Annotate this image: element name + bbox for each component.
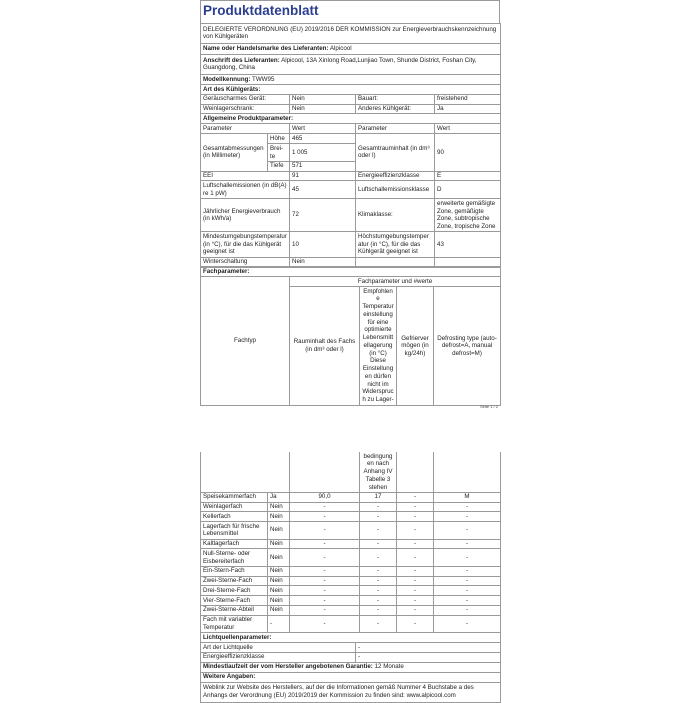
volume-label: Gesamtrauminhalt (in dm³ oder l) xyxy=(356,134,435,171)
compartment-row xyxy=(201,586,501,596)
type-label: Bauart: xyxy=(356,94,435,104)
temp-col-header: Empfohlene Temperatureinstellung für eine optimierte Lebensmittellagerung (in °C) Diese Einstellungen dürfen nicht im Widerspruch zu Lager- xyxy=(360,287,397,406)
compartment-defrost: - xyxy=(434,586,501,596)
compartment-name: Kellerfach xyxy=(201,512,268,522)
compartment-volume: - xyxy=(290,586,360,596)
compartment-volume: - xyxy=(290,502,360,512)
height-value: 465 xyxy=(290,134,356,144)
type-row xyxy=(201,94,501,104)
value-col-header: Wert xyxy=(290,124,356,134)
compartment-volume: - xyxy=(290,522,360,540)
compartment-present: Nein xyxy=(268,522,290,540)
datasheet-page-1 xyxy=(200,0,500,412)
winter-label: Winterschaltung xyxy=(201,257,290,267)
compartment-freeze: - xyxy=(397,492,434,502)
param-header-row xyxy=(201,124,501,134)
dimensions-table xyxy=(200,133,501,267)
page-gap xyxy=(0,412,700,452)
volume-col-header: Rauminhalt des Fachs (in dm³ oder l) xyxy=(290,287,360,406)
compartment-defrost: - xyxy=(434,615,501,633)
compartment-present: Nein xyxy=(268,576,290,586)
depth-label: Tiefe xyxy=(268,161,290,171)
more-text: Weblink zur Website des Herstellers, auf der die Informationen gemäß Nummer 4 Buchstabe a des Anhangs der Verordnung (EU) 2019/2019 der Kommission zu finden sind: xyxy=(203,684,474,700)
param-value: D xyxy=(435,181,501,199)
compartment-name: Zwei-Sterne-Fach xyxy=(201,576,268,586)
warranty-row xyxy=(201,662,501,672)
compartment-defrost: - xyxy=(434,539,501,549)
freeze-col-header: Gefriervermögen (in kg/24h) xyxy=(397,287,434,406)
compartment-freeze: - xyxy=(397,502,434,512)
compartment-row xyxy=(201,605,501,615)
light-value: - xyxy=(356,652,501,662)
compartment-temp: - xyxy=(360,522,397,540)
compartment-temp: - xyxy=(360,596,397,606)
param-label: Energieeffizienzklasse xyxy=(356,171,435,181)
value-col-header: Wert xyxy=(435,124,501,134)
depth-value: 571 xyxy=(290,161,356,171)
compartment-name: Drei-Sterne-Fach xyxy=(201,586,268,596)
compartment-freeze: - xyxy=(397,522,434,540)
model-row xyxy=(201,74,501,84)
light-table xyxy=(200,632,501,702)
compartment-name: Zwei-Sterne-Abteil xyxy=(201,605,268,615)
compartment-volume: - xyxy=(290,596,360,606)
param-label: Luftschallemissionen (in dB(A) re 1 pW) xyxy=(201,181,290,199)
empty-cell xyxy=(435,257,501,267)
param-label: Höchstumgebungstemperatur (in °C), für die das Kühlgerät geeignet ist xyxy=(356,232,435,257)
compartment-name: Lagerfach für frische Lebensmittel xyxy=(201,522,268,540)
compartment-present: Nein xyxy=(268,502,290,512)
type-label: Geräuscharmes Gerät: xyxy=(201,94,290,104)
page-title: Produktdatenblatt xyxy=(200,0,500,23)
compartment-volume: - xyxy=(290,576,360,586)
volume-value: 90 xyxy=(435,134,501,171)
winter-value: Nein xyxy=(290,257,356,267)
compartment-row xyxy=(201,596,501,606)
model-label: Modellkennung: xyxy=(203,75,251,83)
compartment-freeze: - xyxy=(397,549,434,567)
compartment-freeze: - xyxy=(397,605,434,615)
manufacturer-link[interactable]: www.alpicool.com xyxy=(406,692,456,700)
compartment-defrost: - xyxy=(434,596,501,606)
compartment-name: Weinlagerfach xyxy=(201,502,268,512)
compartment-present: - xyxy=(268,615,290,633)
light-label: Art der Lichtquelle xyxy=(201,643,356,653)
compartment-name: Vier-Sterne-Fach xyxy=(201,596,268,606)
type-value: Nein xyxy=(290,94,356,104)
compartment-defrost: - xyxy=(434,549,501,567)
warranty-label: Mindestlaufzeit der vom Hersteller angebotenen Garantie: xyxy=(203,663,373,671)
light-row xyxy=(201,652,501,662)
compartment-row xyxy=(201,522,501,540)
warranty-value: 12 Monate xyxy=(374,663,404,671)
compartment-freeze: - xyxy=(397,512,434,522)
compartment-present: Nein xyxy=(268,549,290,567)
empty-cell xyxy=(397,452,434,492)
width-label: Brei-te xyxy=(268,144,290,162)
compartment-present: Nein xyxy=(268,586,290,596)
compartment-temp: - xyxy=(360,512,397,522)
compartment-temp: - xyxy=(360,586,397,596)
defrost-col-header: Defrosting type (auto-defrost=A, manual defrost=M) xyxy=(434,287,501,406)
compartment-row xyxy=(201,502,501,512)
page-footer: Seite 1 / 2 xyxy=(479,404,498,409)
supplier-name-row xyxy=(201,43,501,54)
param-label: Jährlicher Energieverbrauch (in kWh/a) xyxy=(201,199,290,232)
compartment-table xyxy=(200,452,501,633)
empty-cell xyxy=(356,257,435,267)
param-value: 45 xyxy=(290,181,356,199)
param-value: 10 xyxy=(290,232,356,257)
temp-col-header-cont: bedingungen nach Anhang IV Tabelle 3 stehen xyxy=(360,452,397,492)
param-value: 72 xyxy=(290,199,356,232)
compartment-present: Nein xyxy=(268,605,290,615)
compartment-row xyxy=(201,539,501,549)
light-header: Lichtquellenparameter: xyxy=(201,633,501,643)
supplier-name: Alpicool xyxy=(329,45,352,52)
compartment-defrost: - xyxy=(434,605,501,615)
compartment-present: Nein xyxy=(268,539,290,549)
param-value: erweiterte gemäßigte Zone, gemäßigte Zone, subtropische Zone, tropische Zone xyxy=(435,199,501,232)
compartment-freeze: - xyxy=(397,596,434,606)
light-row xyxy=(201,643,501,653)
regulation-text: DELEGIERTE VERORDNUNG (EU) 2019/2016 DER KOMMISSION zur Energieverbrauchskennzeichnung von Kühlgeräten xyxy=(201,23,501,43)
compartment-row xyxy=(201,549,501,567)
fachtyp-header: Fachtyp xyxy=(201,277,290,406)
compartment-name: Kaltlagerfach xyxy=(201,539,268,549)
compartment-defrost: - xyxy=(434,522,501,540)
compartment-volume: - xyxy=(290,605,360,615)
type-row xyxy=(201,104,501,114)
width-value: 1 005 xyxy=(290,144,356,162)
type-label: Anderes Kühlgerät: xyxy=(356,104,435,114)
compartment-defrost: - xyxy=(434,502,501,512)
general-header: Allgemeine Produktparameter: xyxy=(201,114,501,124)
compartment-temp: - xyxy=(360,566,397,576)
param-value: 91 xyxy=(290,171,356,181)
compartment-row xyxy=(201,615,501,633)
compartment-row xyxy=(201,576,501,586)
compartment-name: Null-Sterne- oder Eisbereiterfach xyxy=(201,549,268,567)
more-header: Weitere Angaben: xyxy=(201,672,501,682)
compartment-volume: - xyxy=(290,512,360,522)
compartment-freeze: - xyxy=(397,586,434,596)
compartment-row xyxy=(201,566,501,576)
compartment-temp: - xyxy=(360,615,397,633)
type-header: Art des Kühlgeräts: xyxy=(201,84,501,94)
param-value: E xyxy=(435,171,501,181)
compartment-defrost: - xyxy=(434,512,501,522)
general-row xyxy=(201,232,501,257)
type-value: Nein xyxy=(290,104,356,114)
compartment-freeze: - xyxy=(397,566,434,576)
compartment-header-table xyxy=(200,267,501,407)
general-row xyxy=(201,199,501,232)
type-label: Weinlagerschrank: xyxy=(201,104,290,114)
compartment-present: Nein xyxy=(268,512,290,522)
general-row xyxy=(201,181,501,199)
light-label: Energieeffizienzklasse xyxy=(201,652,356,662)
compartment-temp: - xyxy=(360,576,397,586)
supplier-address-row xyxy=(201,54,501,74)
compartment-defrost: - xyxy=(434,576,501,586)
compartment-volume: 90,0 xyxy=(290,492,360,502)
dimensions-label: Gesamtabmessungen (in Millimeter) xyxy=(201,134,268,171)
light-value: - xyxy=(356,643,501,653)
compartment-present: Ja xyxy=(268,492,290,502)
compartment-present: Nein xyxy=(268,566,290,576)
compartment-defrost: M xyxy=(434,492,501,502)
supplier-address: Alpicool, 13A Xinlong Road,Lunjiao Town, Shunde District, Foshan City, Guangdong, China xyxy=(203,56,477,72)
compartment-volume: - xyxy=(290,549,360,567)
compartment-present: Nein xyxy=(268,596,290,606)
compartment-volume: - xyxy=(290,566,360,576)
supplier-address-label: Anschrift des Lieferanten: xyxy=(203,56,280,64)
type-value: freistehend xyxy=(435,94,501,104)
compartment-name: Ein-Stern-Fach xyxy=(201,566,268,576)
compartment-defrost: - xyxy=(434,566,501,576)
param-label: Klimaklasse: xyxy=(356,199,435,232)
compartment-name: Speisekammerfach xyxy=(201,492,268,502)
compartment-params-header: Fachparameter und #werte xyxy=(290,277,501,287)
datasheet-table-top xyxy=(200,23,501,134)
param-label: EEI xyxy=(201,171,290,181)
compartment-temp: 17 xyxy=(360,492,397,502)
param-col-header: Parameter xyxy=(356,124,435,134)
datasheet-page-2 xyxy=(200,452,500,700)
param-label: Luftschallemissionsklasse xyxy=(356,181,435,199)
param-col-header: Parameter xyxy=(201,124,290,134)
compartment-volume: - xyxy=(290,539,360,549)
compartment-temp: - xyxy=(360,539,397,549)
height-label: Höhe xyxy=(268,134,290,144)
empty-cell xyxy=(434,452,501,492)
compartment-freeze: - xyxy=(397,615,434,633)
param-value: 43 xyxy=(435,232,501,257)
model-value: TWW95 xyxy=(252,75,275,83)
compartment-freeze: - xyxy=(397,539,434,549)
param-label: Mindestumgebungstemperatur (in °C), für die das Kühlgerät geeignet ist xyxy=(201,232,290,257)
compartment-row xyxy=(201,512,501,522)
compartment-temp: - xyxy=(360,605,397,615)
compartment-temp: - xyxy=(360,502,397,512)
more-info xyxy=(201,682,501,702)
compartment-freeze: - xyxy=(397,576,434,586)
empty-cell xyxy=(201,452,290,492)
supplier-name-label: Name oder Handelsmarke des Lieferanten: xyxy=(203,45,329,52)
compartment-header: Fachparameter: xyxy=(201,267,501,277)
compartment-volume: - xyxy=(290,615,360,633)
empty-cell xyxy=(290,452,360,492)
winter-row xyxy=(201,257,501,267)
compartment-name: Fach mit variabler Temperatur xyxy=(201,615,268,633)
general-row xyxy=(201,171,501,181)
compartment-temp: - xyxy=(360,549,397,567)
compartment-row xyxy=(201,492,501,502)
type-value: Ja xyxy=(435,104,501,114)
